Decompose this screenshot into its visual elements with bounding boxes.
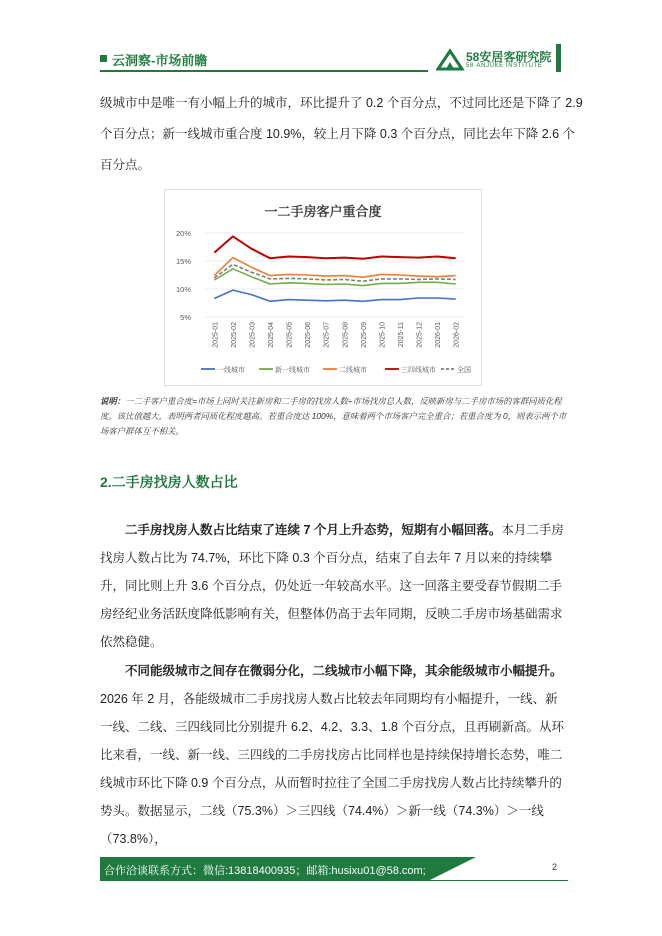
note-label: 说明： xyxy=(100,396,126,406)
paragraph-2-lead: 不同能级城市之间存在微弱分化，二线城市小幅下降，其余能级城市小幅提升。 xyxy=(125,664,563,678)
x-tick-label: 2025-08 xyxy=(342,322,350,348)
x-tick-label: 2025-01 xyxy=(212,322,220,348)
series-line-1 xyxy=(214,290,455,301)
footer-contact: 合作洽谈联系方式：微信:13818400935；邮箱:husixu01@58.com; xyxy=(104,865,426,877)
note-text: 一二手客户重合度=市场上同时关注新房和二手房的找房人数÷市场找房总人数，反映新房与二手房市场的客群同质化程度。该比值越大，表明两者同质化程度越高。若重合度达 100%，意味着两个市场客户完全重合；若重合度为 0，则表示两个市场客户群体互不相关。 xyxy=(100,396,567,436)
x-tick-label: 2025-03 xyxy=(249,322,257,348)
header-rule xyxy=(100,70,428,72)
legend-label: 三四线城市 xyxy=(401,367,436,374)
brand-subtitle: 58·ANJUKE INSTITUTE xyxy=(466,63,543,69)
header-title: 云洞察-市场前瞻 xyxy=(112,53,208,68)
intro-line-1: 级城市中是唯一有小幅上升的城市，环比提升了 0.2 个百分点，不过同比还是下降了 2.9 xyxy=(100,96,583,110)
x-tick-label: 2025-10 xyxy=(379,322,387,348)
x-tick-label: 2025-02 xyxy=(230,322,238,348)
paragraph-2-body: 2026 年 2 月，各能级城市二手房找房人数占比较去年同期均有小幅提升，一线、新一线、二线、三四线同比分别提升 6.2、4.2、3.3、1.8 个百分点，且再刷新高。从环比来看，一线、新一线、三四线的二手房找房占比同样也是持续保持增长态势，唯二线城市环比下降 0.9 个百分点，从而暂时拉往了全国二手房找房人数占比持续攀升的势头。数据显示，二线（75.3%）＞三四线（74.4%）＞新一线（74.3%）＞一线（73.8%）， xyxy=(100,692,564,846)
header-marker xyxy=(100,55,107,62)
x-tick-label: 2026-02 xyxy=(453,322,461,348)
series-line-2 xyxy=(214,269,455,286)
footer-bar-tail xyxy=(430,857,476,880)
legend-label: 全国 xyxy=(457,367,471,374)
page-number: 2 xyxy=(552,862,558,872)
x-tick-label: 2025-12 xyxy=(416,322,424,348)
y-tick-label: 20% xyxy=(175,229,191,238)
legend-label: 新一线城市 xyxy=(275,367,310,374)
intro-line-3: 百分点。 xyxy=(100,158,151,172)
y-tick-label: 5% xyxy=(180,313,191,322)
x-tick-label: 2026-01 xyxy=(435,322,443,348)
x-tick-label: 2025-06 xyxy=(305,322,313,348)
intro-line-2: 个百分点；新一线城市重合度 10.9%，较上月下降 0.3 个百分点，同比去年下降 2.6 个 xyxy=(100,127,576,141)
paragraph-2 xyxy=(100,657,564,853)
overlap-chart xyxy=(164,189,482,386)
x-tick-label: 2025-05 xyxy=(286,322,294,348)
x-tick-label: 2025-11 xyxy=(398,322,405,348)
y-tick-label: 15% xyxy=(175,257,191,266)
paragraph-1-lead: 二手房找房人数占比结束了连续 7 个月上升态势，短期有小幅回落。 xyxy=(125,523,502,537)
series-line-3 xyxy=(214,258,455,278)
y-tick-label: 10% xyxy=(175,285,191,294)
paragraph-1-body: 本月二手房找房人数占比为 74.7%，环比下降 0.3 个百分点，结束了自去年 7 月以来的持续攀升，同比则上升 3.6 个百分点，仍处近一年较高水平。这一回落主要受春节假期二手房经纪业务活跃度降低影响有关，但整体仍高于去年同期，反映二手房市场基础需求依然稳健。 xyxy=(100,523,564,649)
footer-rule xyxy=(100,880,568,881)
legend-label: 一线城市 xyxy=(217,367,245,374)
series-line-4 xyxy=(214,236,455,258)
brand-name: 58安居客研究院 xyxy=(466,50,552,64)
x-tick-label: 2025-07 xyxy=(323,322,331,348)
header-accent-bar xyxy=(556,44,561,72)
x-tick-label: 2025-09 xyxy=(360,322,368,348)
paragraph-1 xyxy=(100,516,564,656)
section-heading: 2.二手房找房人数占比 xyxy=(100,474,238,490)
chart-svg xyxy=(165,190,481,385)
chart-note xyxy=(100,394,568,439)
legend-label: 二线城市 xyxy=(339,367,367,374)
chart-title: 一二手房客户重合度 xyxy=(264,204,382,219)
x-tick-label: 2025-04 xyxy=(268,322,275,348)
